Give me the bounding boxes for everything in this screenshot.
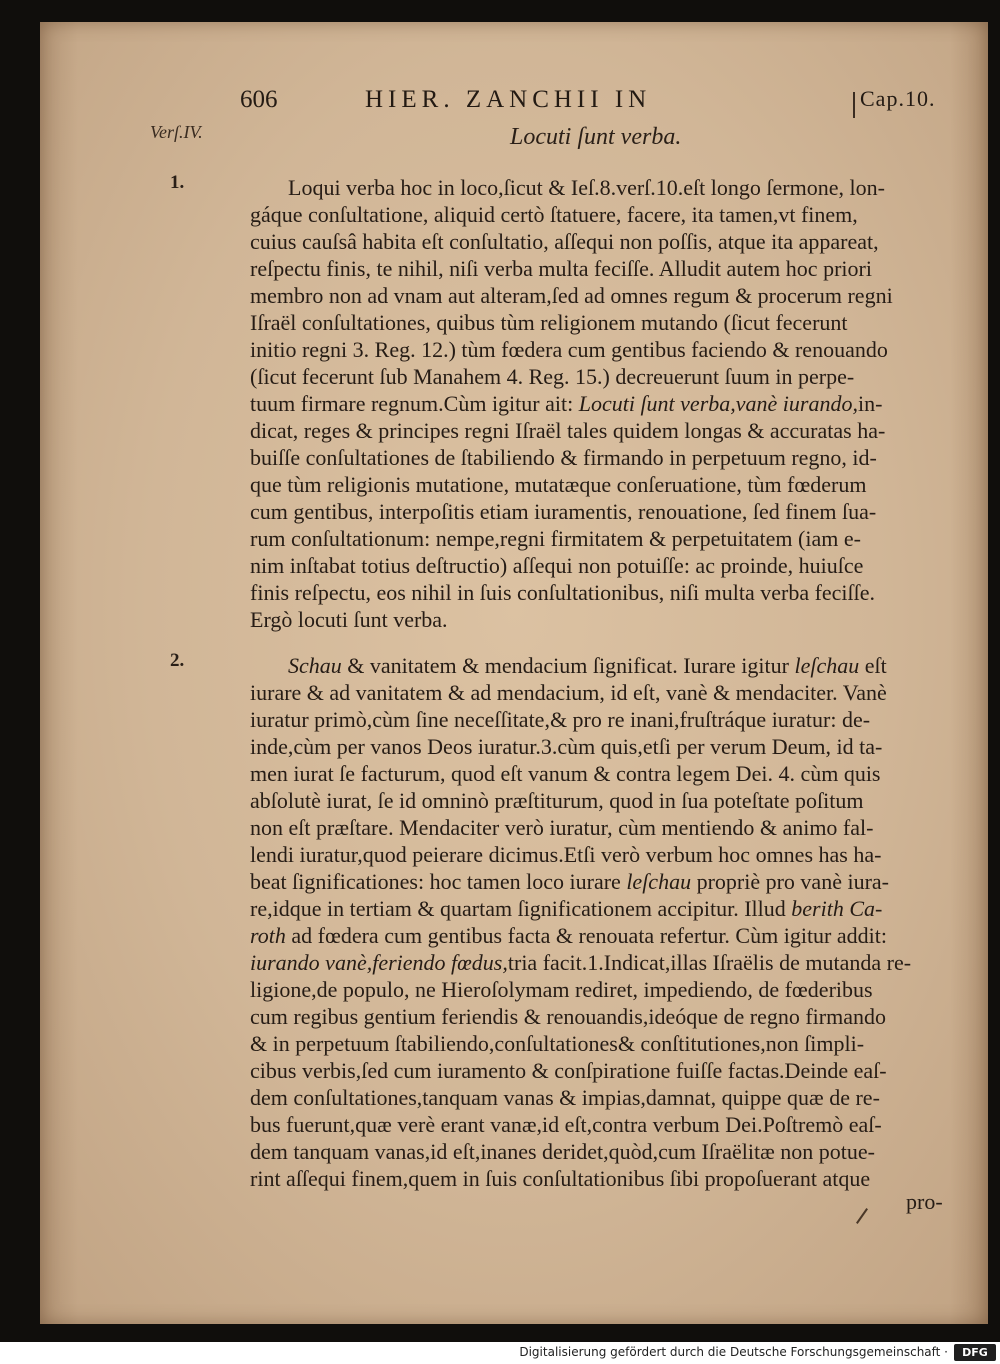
dfg-logo: DFG <box>954 1344 996 1361</box>
text-line: dem tanquam vanas,id eſt,inanes deridet,quòd,cum Iſraëlitæ non potue- <box>250 1139 875 1164</box>
text-line-with-italic <box>250 390 882 417</box>
text-line-with-italic <box>288 652 887 679</box>
text-line-with-italic <box>250 922 887 949</box>
text-line: gáque conſultatione, aliquid certò ſtatuere, facere, ita tamen,vt finem, <box>250 202 858 227</box>
text-line: iurare & ad vanitatem & ad mendacium, id eſt, vanè & mendaciter. Vanè <box>250 680 887 705</box>
text-line: abſolutè iurat, ſe id omninò præſtiturum, quod in ſua poteſtate poſitum <box>250 788 864 813</box>
paragraph-number: 2. <box>170 650 185 671</box>
text-line: Loqui verba hoc in loco,ſicut & Ieſ.8.verſ.10.eſt longo ſermone, lon- <box>288 175 885 200</box>
text-line: que tùm religionis mutatione, mutatæque conſeruatione, tùm fœderum <box>250 472 867 497</box>
text-span: in- <box>857 391 883 416</box>
text-line: cum gentibus, interpoſitis etiam iuramentis, renouatione, ſed finem ſua- <box>250 499 877 524</box>
text-line: rum conſultationum: nempe,regni firmitatem & perpetuitatem (iam e- <box>250 526 861 551</box>
text-line: cuius cauſsâ habita eſt conſultatio, aſſequi non poſſis, atque ita appareat, <box>250 229 879 254</box>
italic-term: leſchau <box>794 653 860 678</box>
text-line: Iſraël conſultationes, quibus tùm religionem mutando (ſicut fecerunt <box>250 310 848 335</box>
text-line: inde,cùm per vanos Deos iuratur.3.cùm quis,etſi per verum Deum, id ta- <box>250 734 883 759</box>
text-span: & vanitatem & mendacium ſignificat. Iurare igitur <box>347 653 789 678</box>
chapter-rule <box>853 92 855 118</box>
text-line: dicat, reges & principes regni Iſraël tales quidem longas & accuratas ha- <box>250 418 886 443</box>
text-line-with-italic <box>250 895 882 922</box>
text-line-with-italic <box>250 868 889 895</box>
italic-term: berith Ca- <box>791 896 883 921</box>
paragraph-number: 1. <box>170 172 185 193</box>
pen-mark <box>856 1208 868 1224</box>
text-line: buiſſe conſultationes de ſtabiliendo & firmando in perpetuum regno, id- <box>250 445 877 470</box>
book-page <box>40 22 988 1324</box>
footer-bar <box>0 1342 1000 1364</box>
funding-notice: Digitalisierung gefördert durch die Deutsche Forschungsgemeinschaft · <box>519 1345 948 1359</box>
text-line: nim inſtabat totius deſtructio) aſſequi non potuiſſe: ac proinde, huiuſce <box>250 553 864 578</box>
text-line-with-italic <box>250 949 911 976</box>
text-line: bus fuerunt,quæ verè erant vanæ,id eſt,contra verbum Dei.Poſtremò eaſ- <box>250 1112 882 1137</box>
text-line: non eſt præſtare. Mendaciter verò iuratur, cùm mentiendo & animo fal- <box>250 815 874 840</box>
text-line: reſpectu finis, te nihil, niſi verba multa feciſſe. Alludit autem hoc priori <box>250 256 872 281</box>
text-line: cibus verbis,ſed cum iuramento & conſpiratione fuiſſe factas.Deinde eaſ- <box>250 1058 887 1083</box>
section-heading: Locuti ſunt verba. <box>510 124 682 150</box>
text-line: cum regibus gentium feriendis & renouandis,ideóque de regno firmando <box>250 1004 886 1029</box>
text-line: & in perpetuum ſtabiliendo,conſultationes& conſtitutiones,non ſimpli- <box>250 1031 865 1056</box>
text-line: men iurat ſe facturum, quod eſt vanum & contra legem Dei. 4. cùm quis <box>250 761 881 786</box>
text-span: propriè pro vanè iura- <box>696 869 889 894</box>
text-line: (ſicut fecerunt ſub Manahem 4. Reg. 15.) decreuerunt ſuum in perpe- <box>250 364 855 389</box>
text-span: re,idque in tertiam & quartam ſignificationem accipitur. Illud <box>250 896 786 921</box>
text-line: lendi iuratur,quod peierare dicimus.Etſi verò verbum hoc omnes has ha- <box>250 842 882 867</box>
page-number: 606 <box>240 86 278 113</box>
italic-quote: Locuti ſunt verba,vanè iurando, <box>578 391 858 416</box>
italic-term: Schau <box>288 653 342 678</box>
italic-term: roth <box>250 923 286 948</box>
verse-reference: Verſ.IV. <box>150 122 203 142</box>
text-line: Ergò locuti ſunt verba. <box>250 607 448 632</box>
text-span: tuum firmare regnum.Cùm igitur ait: <box>250 391 574 416</box>
italic-quote: iurando vanè,feriendo fœdus, <box>250 950 508 975</box>
chapter-label: Cap.10. <box>860 86 936 111</box>
text-line: initio regni 3. Reg. 12.) tùm fœdera cum gentibus faciendo & renouando <box>250 337 888 362</box>
catchword: pro- <box>906 1189 943 1214</box>
text-line: membro non ad vnam aut alteram,ſed ad omnes regum & procerum regni <box>250 283 893 308</box>
text-span: eſt <box>864 653 887 678</box>
text-line: dem conſultationes,tanquam vanas & impias,damnat, quippe quæ de re- <box>250 1085 880 1110</box>
text-span: beat ſignificationes: hoc tamen loco iurare <box>250 869 621 894</box>
text-line: ligione,de populo, ne Hieroſolymam rediret, impediendo, de fœderibus <box>250 977 873 1002</box>
text-span: tria facit.1.Indicat,illas Iſraëlis de mutanda re- <box>507 950 912 975</box>
text-span: ad fœdera cum gentibus facta & renouata refertur. Cùm igitur addit: <box>291 923 887 948</box>
italic-term: leſchau <box>626 869 692 894</box>
text-line: rint aſſequi finem,quem in ſuis conſultationibus ſibi propoſuerant atque <box>250 1166 871 1191</box>
running-title: HIER. ZANCHII IN <box>365 86 652 113</box>
text-line: iuratur primò,cùm ſine neceſſitate,& pro re inani,fruſtráque iuratur: de- <box>250 707 871 732</box>
text-line: finis reſpectu, eos nihil in ſuis conſultationibus, niſi multa verba feciſſe. <box>250 580 876 605</box>
